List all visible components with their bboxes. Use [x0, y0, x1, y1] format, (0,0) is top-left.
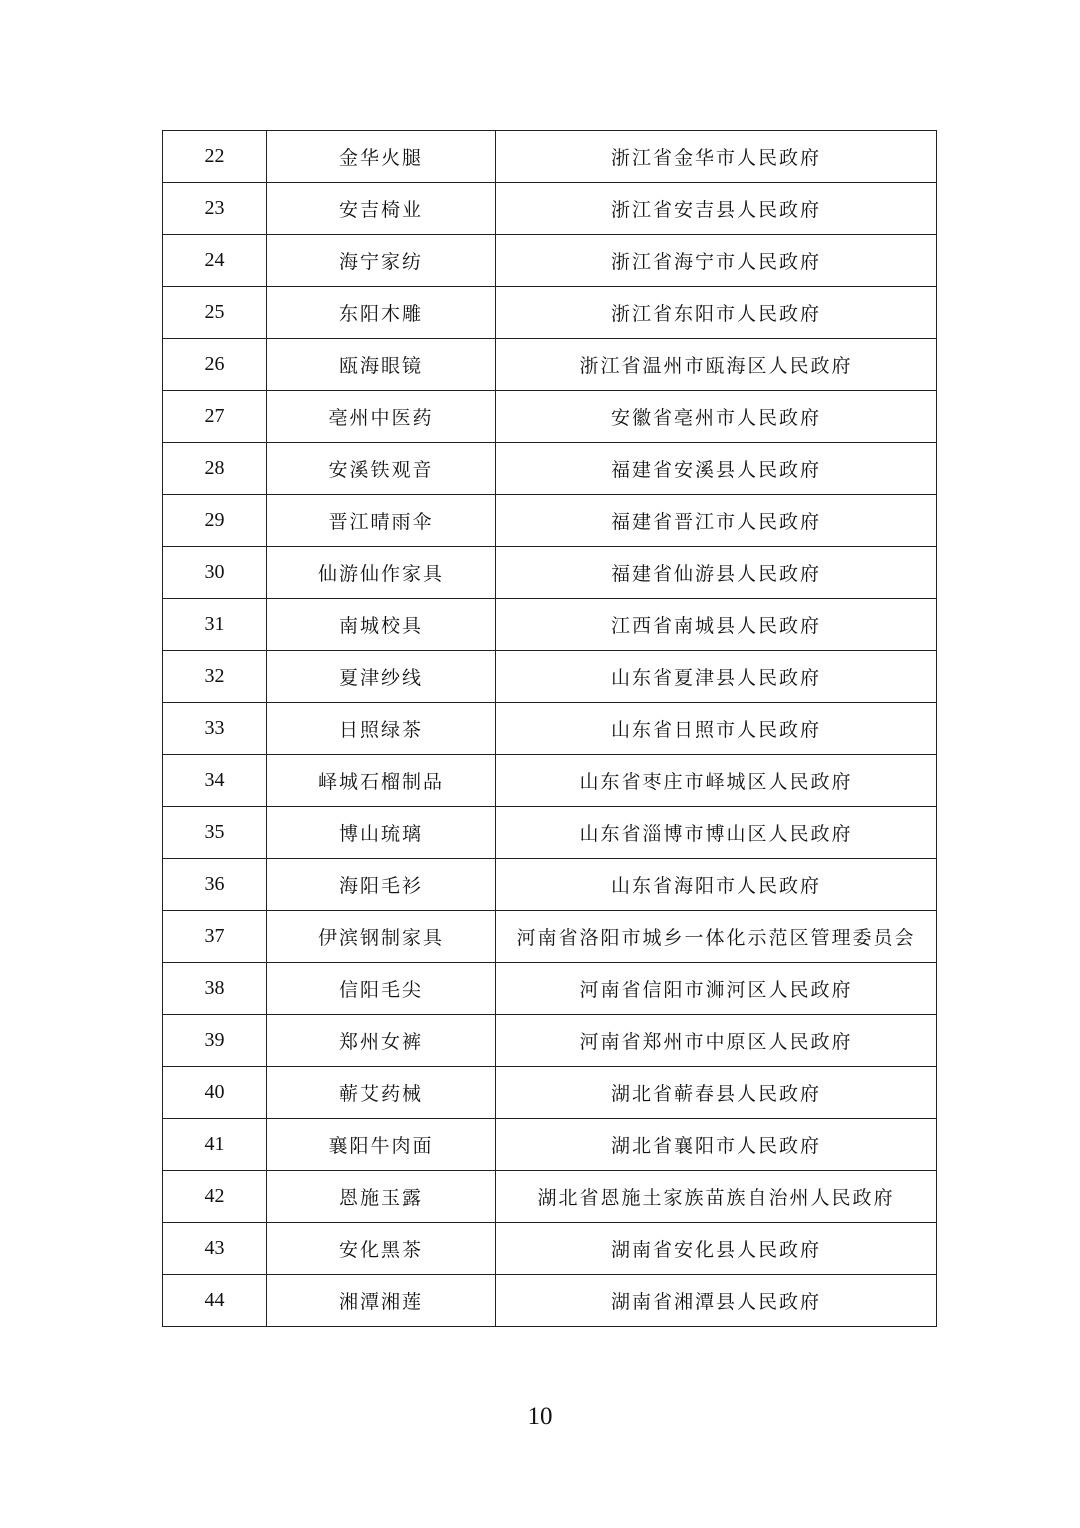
- table-row: [163, 1223, 937, 1275]
- table-row: [163, 235, 937, 287]
- government-body: 浙江省温州市瓯海区人民政府: [496, 339, 937, 391]
- product-name: 仙游仙作家具: [267, 547, 496, 599]
- government-body: 山东省海阳市人民政府: [496, 859, 937, 911]
- government-body: 湖南省安化县人民政府: [496, 1223, 937, 1275]
- government-body: 浙江省金华市人民政府: [496, 131, 937, 183]
- government-body: 山东省夏津县人民政府: [496, 651, 937, 703]
- product-name: 瓯海眼镜: [267, 339, 496, 391]
- government-body: 安徽省亳州市人民政府: [496, 391, 937, 443]
- product-name: 蕲艾药械: [267, 1067, 496, 1119]
- product-name: 恩施玉露: [267, 1171, 496, 1223]
- table-row: [163, 963, 937, 1015]
- product-name: 海宁家纺: [267, 235, 496, 287]
- row-number: 26: [163, 339, 267, 391]
- row-number: 38: [163, 963, 267, 1015]
- product-name: 博山琉璃: [267, 807, 496, 859]
- table-row: [163, 807, 937, 859]
- row-number: 23: [163, 183, 267, 235]
- row-number: 25: [163, 287, 267, 339]
- government-body: 湖北省恩施土家族苗族自治州人民政府: [496, 1171, 937, 1223]
- product-name: 金华火腿: [267, 131, 496, 183]
- product-name: 安溪铁观音: [267, 443, 496, 495]
- table-row: [163, 1275, 937, 1327]
- government-body: 湖南省湘潭县人民政府: [496, 1275, 937, 1327]
- table-row: [163, 755, 937, 807]
- product-name: 峄城石榴制品: [267, 755, 496, 807]
- table-row: [163, 1171, 937, 1223]
- row-number: 39: [163, 1015, 267, 1067]
- row-number: 33: [163, 703, 267, 755]
- government-body: 江西省南城县人民政府: [496, 599, 937, 651]
- product-name: 日照绿茶: [267, 703, 496, 755]
- row-number: 40: [163, 1067, 267, 1119]
- row-number: 32: [163, 651, 267, 703]
- product-name: 伊滨钢制家具: [267, 911, 496, 963]
- government-body: 浙江省安吉县人民政府: [496, 183, 937, 235]
- table-row: [163, 1015, 937, 1067]
- row-number: 42: [163, 1171, 267, 1223]
- table-row: [163, 443, 937, 495]
- product-name: 南城校具: [267, 599, 496, 651]
- row-number: 29: [163, 495, 267, 547]
- row-number: 24: [163, 235, 267, 287]
- table-row: [163, 183, 937, 235]
- table-row: [163, 131, 937, 183]
- row-number: 36: [163, 859, 267, 911]
- table-row: [163, 495, 937, 547]
- table-row: [163, 651, 937, 703]
- product-name: 海阳毛衫: [267, 859, 496, 911]
- government-body: 浙江省海宁市人民政府: [496, 235, 937, 287]
- page-number: 10: [527, 1403, 553, 1430]
- product-name: 安化黑茶: [267, 1223, 496, 1275]
- government-body: 河南省洛阳市城乡一体化示范区管理委员会: [496, 911, 937, 963]
- row-number: 44: [163, 1275, 267, 1327]
- government-body: 河南省郑州市中原区人民政府: [496, 1015, 937, 1067]
- government-body: 福建省仙游县人民政府: [496, 547, 937, 599]
- product-name: 信阳毛尖: [267, 963, 496, 1015]
- table-row: [163, 859, 937, 911]
- table-row: [163, 599, 937, 651]
- row-number: 34: [163, 755, 267, 807]
- table-row: [163, 911, 937, 963]
- product-name: 郑州女裤: [267, 1015, 496, 1067]
- product-name: 安吉椅业: [267, 183, 496, 235]
- product-name: 湘潭湘莲: [267, 1275, 496, 1327]
- table-row: [163, 339, 937, 391]
- government-body: 湖北省蕲春县人民政府: [496, 1067, 937, 1119]
- government-body: 湖北省襄阳市人民政府: [496, 1119, 937, 1171]
- row-number: 37: [163, 911, 267, 963]
- government-body: 山东省枣庄市峄城区人民政府: [496, 755, 937, 807]
- product-name: 夏津纱线: [267, 651, 496, 703]
- product-name: 亳州中医药: [267, 391, 496, 443]
- table-row: [163, 287, 937, 339]
- government-body: 福建省安溪县人民政府: [496, 443, 937, 495]
- row-number: 28: [163, 443, 267, 495]
- government-body: 浙江省东阳市人民政府: [496, 287, 937, 339]
- row-number: 31: [163, 599, 267, 651]
- row-number: 27: [163, 391, 267, 443]
- row-number: 22: [163, 131, 267, 183]
- table-row: [163, 547, 937, 599]
- government-body: 河南省信阳市浉河区人民政府: [496, 963, 937, 1015]
- table-row: [163, 391, 937, 443]
- product-name: 襄阳牛肉面: [267, 1119, 496, 1171]
- table-row: [163, 703, 937, 755]
- product-name: 东阳木雕: [267, 287, 496, 339]
- government-body: 山东省淄博市博山区人民政府: [496, 807, 937, 859]
- product-region-table: [162, 130, 937, 1327]
- row-number: 41: [163, 1119, 267, 1171]
- row-number: 43: [163, 1223, 267, 1275]
- row-number: 30: [163, 547, 267, 599]
- product-name: 晋江晴雨伞: [267, 495, 496, 547]
- government-body: 福建省晋江市人民政府: [496, 495, 937, 547]
- table-row: [163, 1067, 937, 1119]
- government-body: 山东省日照市人民政府: [496, 703, 937, 755]
- row-number: 35: [163, 807, 267, 859]
- table-row: [163, 1119, 937, 1171]
